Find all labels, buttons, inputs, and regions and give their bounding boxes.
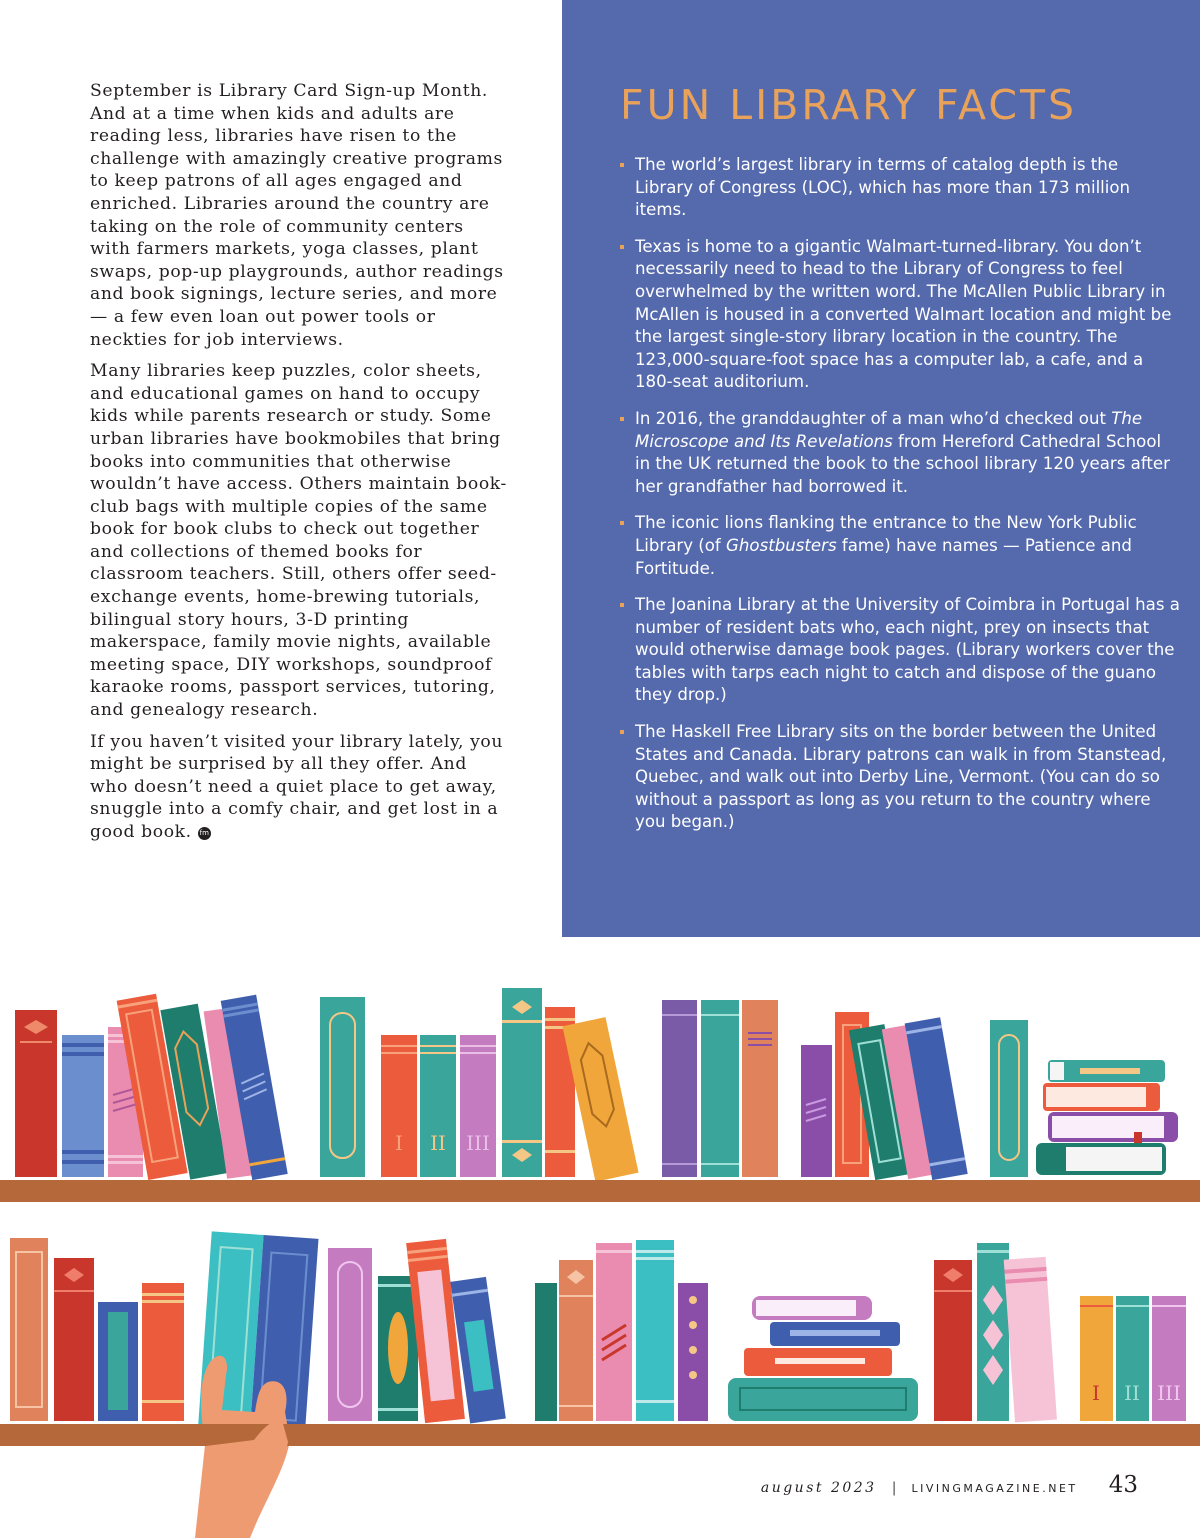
spine-numeral: I	[1092, 1381, 1100, 1405]
book	[678, 1283, 708, 1421]
book	[320, 997, 365, 1177]
bottom-shelf-board	[0, 1424, 1200, 1446]
book	[10, 1238, 48, 1421]
page-number: 43	[1108, 1472, 1138, 1498]
book	[701, 1000, 739, 1177]
book	[420, 1035, 456, 1177]
article-body	[90, 80, 510, 853]
spine-numeral: II	[430, 1131, 446, 1155]
book	[328, 1248, 372, 1421]
book	[596, 1243, 632, 1421]
book	[535, 1283, 557, 1421]
book	[742, 1000, 778, 1177]
fact-text: In 2016, the granddaughter of a man who’d checked out	[635, 408, 1112, 428]
book	[977, 1243, 1009, 1421]
book	[662, 1000, 697, 1177]
book-stack	[1036, 1060, 1178, 1175]
top-shelf-board	[0, 1180, 1200, 1202]
bookshelf-illustration	[0, 975, 1200, 1538]
book	[934, 1260, 972, 1421]
book	[98, 1302, 138, 1421]
book	[1152, 1296, 1186, 1421]
spine-numeral: III	[1157, 1381, 1181, 1405]
issue-date: august 2023	[760, 1480, 877, 1496]
book-stack	[728, 1296, 918, 1421]
fact-item: The Haskell Free Library sits on the border between the United States and Canada. Library patrons can walk in from Stanstead, Quebec, and walk out into Derby Line, Vermont. (You can do so without a passport as long as you return to the country where you began.)	[620, 721, 1180, 834]
book	[142, 1283, 184, 1421]
spine-numeral: II	[1124, 1381, 1140, 1405]
fact-text: The iconic lions flanking the entrance to the New York Public Library (of	[635, 513, 1137, 555]
fact-text: from Hereford Cathedral School in the UK returned the book to the school library 120 years after her grandfather had borrowed it.	[635, 431, 1170, 496]
spine-numeral: I	[395, 1131, 403, 1155]
book	[62, 1035, 104, 1177]
article-paragraph: Many libraries keep puzzles, color sheets, and educational games on hand to occupy kids while parents research or study. Some urban libraries have bookmobiles that bring books into communities that otherwise wouldn’t have access. Others maintain book-club bags with multiple copies of the same book for book clubs to check out together and collections of themed books for classroom teachers. Still, others offer seed-exchange events, home-brewing tutorials, bilingual story hours, 3-D printing makerspace, family movie nights, available meeting space, DIY workshops, soundproof karaoke rooms, passport services, tutoring, and genealogy research.	[90, 361, 507, 721]
fact-item	[620, 512, 1180, 580]
fact-item: Texas is home to a gigantic Walmart-turned-library. You don’t necessarily need to head to the Library of Congress to feel overwhelmed by the written word. The McAllen Public Library in McAllen is housed in a converted Walmart location and might be the largest single-story library location in the country. The 123,000-square-foot space has a computer lab, a cafe, and a 180-seat auditorium.	[620, 236, 1180, 394]
book	[1116, 1296, 1149, 1421]
fact-item: The Joanina Library at the University of Coimbra in Portugal has a number of resident bats who, each night, prey on insects that would otherwise damage book pages. (Library workers cover the tables with tarps each night to catch and dispose of the guano they drop.)	[620, 594, 1180, 707]
facts-title: FUN LIBRARY FACTS	[620, 81, 1078, 129]
book-title: The Microscope and Its Revelations	[635, 408, 1143, 451]
book	[15, 1010, 57, 1177]
movie-title: Ghostbusters	[726, 535, 837, 555]
book	[1004, 1257, 1057, 1423]
book	[460, 1035, 496, 1177]
article-paragraph	[90, 731, 510, 844]
facts-list	[620, 154, 1180, 848]
book	[559, 1260, 593, 1421]
fm-logo-icon: fm	[198, 827, 211, 840]
fact-text: fame) have names — Patience and Fortitude.	[635, 535, 1132, 578]
fun-facts-panel	[562, 0, 1200, 937]
fact-item	[620, 408, 1180, 498]
page-footer	[761, 1472, 1138, 1498]
spine-numeral: III	[466, 1131, 490, 1155]
book	[1080, 1296, 1113, 1421]
book	[801, 1045, 832, 1177]
book	[54, 1258, 94, 1421]
article-paragraph-text: If you haven’t visited your library lately, you might be surprised by all they offer. And who doesn’t need a quiet place to get away, snuggle into a comfy chair, and get lost in a good book.	[90, 731, 504, 842]
article-paragraph: September is Library Card Sign-up Month. And at a time when kids and adults are reading less, libraries have risen to the challenge with amazingly creative programs to keep patrons of all ages engaged and enriched. Libraries around the country are taking on the role of community centers with farmers markets, yoga classes, plant swaps, pop-up playgrounds, author readings and book signings, lecture series, and more — a few even loan out power tools or neckties for job interviews.	[90, 81, 504, 350]
book	[502, 988, 542, 1177]
fact-item: The world’s largest library in terms of catalog depth is the Library of Congress (LOC), which has more than 173 million items.	[620, 154, 1180, 222]
book	[990, 1020, 1028, 1177]
book	[381, 1035, 417, 1177]
website-link[interactable]: LIVINGMAGAZINE.NET	[911, 1482, 1078, 1495]
top-shelf-books	[15, 988, 1178, 1182]
footer-separator: |	[891, 1480, 897, 1496]
book	[636, 1240, 674, 1421]
